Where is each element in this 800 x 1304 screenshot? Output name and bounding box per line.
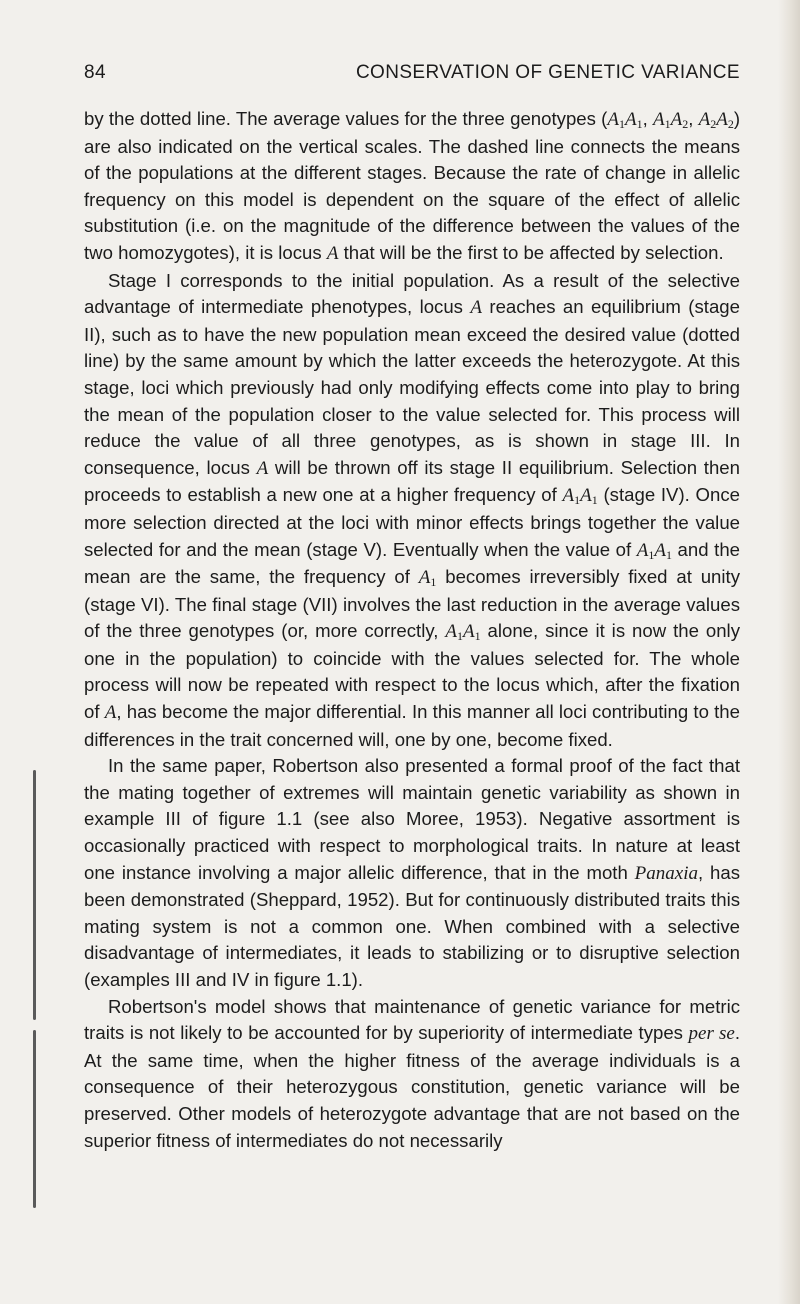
- text-run: Stage I corresponds to the initial population. As a result of the selective advantage of intermediate phenotypes, locus: [84, 269, 740, 318]
- symbol-subscript: 1: [636, 117, 643, 131]
- genetic-symbol: [716, 109, 734, 130]
- text-run: and the mean are the same, the frequency of: [84, 538, 740, 588]
- text-run: , has become the major differential. In this manner all loci contributing to the differences in the trait concerned will, one by one, become fixed.: [84, 701, 740, 750]
- symbol-letter: A: [654, 539, 666, 561]
- running-title: CONSERVATION OF GENETIC VARIANCE: [355, 62, 740, 83]
- symbol-letter: A: [418, 567, 431, 589]
- genetic-symbol: [563, 485, 581, 506]
- symbol-subscript: 1: [474, 629, 481, 644]
- symbol-subscript: 1: [430, 575, 437, 590]
- symbol-letter: A: [652, 109, 665, 130]
- symbol-subscript: 2: [682, 117, 689, 131]
- symbol-subscript: 1: [591, 493, 598, 508]
- genetic-symbol: [637, 540, 655, 561]
- genetic-symbol: [625, 109, 643, 130]
- page-number: 84: [84, 62, 106, 83]
- paragraph: [84, 268, 740, 754]
- symbol-letter: A: [445, 621, 457, 643]
- symbol-letter: A: [462, 621, 475, 643]
- italic-term: per se: [688, 1023, 735, 1045]
- symbol-subscript: 1: [664, 117, 671, 131]
- symbol-letter: A: [562, 485, 575, 507]
- genetic-symbol: [671, 109, 689, 130]
- genetic-symbol: [470, 297, 482, 318]
- symbol-letter: A: [607, 109, 619, 130]
- text-run: by the dotted line. The average values for the three genotypes (: [84, 108, 608, 129]
- symbol-subscript: 2: [710, 117, 717, 131]
- symbol-letter: A: [716, 109, 728, 130]
- text-run: (stage IV). Once more selection directed at the loci with minor effects brings together the value selected for and the mean (stage V). Eventually when the value of: [84, 484, 740, 560]
- paragraph: [84, 994, 740, 1155]
- symbol-letter: A: [470, 297, 482, 319]
- text-run: becomes irreversibly fixed at unity (stage VI). The final stage (VII) involves the last reduction in the average values of the three genotypes (or, more correctly,: [84, 566, 740, 642]
- symbol-subscript: 2: [727, 117, 734, 131]
- text-run: will be thrown off its stage II equilibrium. Selection then proceeds to establish a new one at a higher frequency of: [84, 456, 740, 506]
- symbol-letter: A: [580, 485, 592, 507]
- symbol-letter: A: [670, 109, 683, 130]
- page-header: [84, 62, 740, 88]
- symbol-letter: A: [256, 457, 269, 479]
- symbol-subscript: 1: [574, 493, 581, 508]
- symbol-letter: A: [326, 242, 339, 264]
- symbol-letter: A: [698, 109, 711, 130]
- symbol-subscript: 1: [618, 117, 625, 131]
- genetic-symbol: [654, 540, 672, 561]
- text-run: alone, since it is now the only one in the population) to coincide with the values selected for. The whole process will now be repeated with respect to the locus which, after the fixation of: [84, 620, 740, 723]
- text-run: . At the same time, when the higher fitness of the average individuals is a consequence of their heterozygous constitution, genetic variance will be preserved. Other models of heterozygote advantage that are not based on the superior fitness of intermediates do not necessarily: [84, 1022, 741, 1151]
- margin-mark: [33, 1030, 36, 1208]
- genetic-symbol: [257, 458, 269, 479]
- genetic-symbol: [653, 109, 671, 130]
- text-run: that will be the first to be affected by selection.: [338, 241, 724, 263]
- text-run: ,: [688, 108, 699, 129]
- paragraph: [84, 753, 740, 993]
- symbol-letter: A: [104, 702, 117, 724]
- genetic-symbol: [445, 621, 463, 642]
- symbol-subscript: 1: [648, 547, 655, 562]
- text-run: ) are also indicated on the vertical scales. The dashed line connects the means of the populations at the different stages. Because the rate of change in allelic frequency on this model is dependent on the square of the effect of allelic substitution (i.e. on the magnitude of the difference between the values of the two homozygotes), it is locus: [84, 108, 741, 263]
- symbol-subscript: 1: [456, 629, 463, 644]
- italic-term: Panaxia: [634, 862, 698, 884]
- symbol-letter: A: [624, 109, 637, 130]
- page-edge-shadow: [778, 0, 800, 1304]
- genetic-symbol: [463, 621, 481, 642]
- genetic-symbol: [580, 485, 598, 506]
- text-run: ,: [642, 108, 653, 129]
- genetic-symbol: [699, 109, 717, 130]
- text-run: , has been demonstrated (Sheppard, 1952). But for continuously distributed traits this mating system is not a common one. When combined with a selective disadvantage of intermediates, it leads to stabilizing or to disruptive selection (examples III and IV in figure 1.1).: [84, 861, 740, 990]
- paragraph: [84, 106, 740, 268]
- genetic-symbol: [607, 109, 625, 130]
- text-run: reaches an equilibrium (stage II), such as to have the new population mean exceed the desired value (dotted line) by the same amount by which the latter exceeds the heterozygote. At this stage, loci which previously had only modifying effects come into play to bring the mean of the population closer to the value selected for. This process will reduce the value of all three genotypes, as is shown in stage III. In consequence, locus: [84, 296, 740, 478]
- text-run: Robertson's model shows that maintenance of genetic variance for metric traits is not likely to be accounted for by superiority of intermediate types: [84, 995, 740, 1044]
- genetic-symbol: [327, 243, 339, 264]
- genetic-symbol: [419, 567, 437, 588]
- text-run: In the same paper, Robertson also presented a formal proof of the fact that the mating together of extremes will maintain genetic variability as shown in example III of figure 1.1 (see also Moree, 1953). Negative assortment is occasionally practiced with respect to morphological traits. In nature at least one instance involving a major allelic difference, that in the moth: [84, 755, 740, 883]
- symbol-letter: A: [636, 539, 649, 561]
- genetic-symbol: [105, 702, 117, 723]
- body-text: [84, 106, 740, 1154]
- symbol-subscript: 1: [665, 547, 672, 562]
- margin-mark: [33, 770, 36, 1020]
